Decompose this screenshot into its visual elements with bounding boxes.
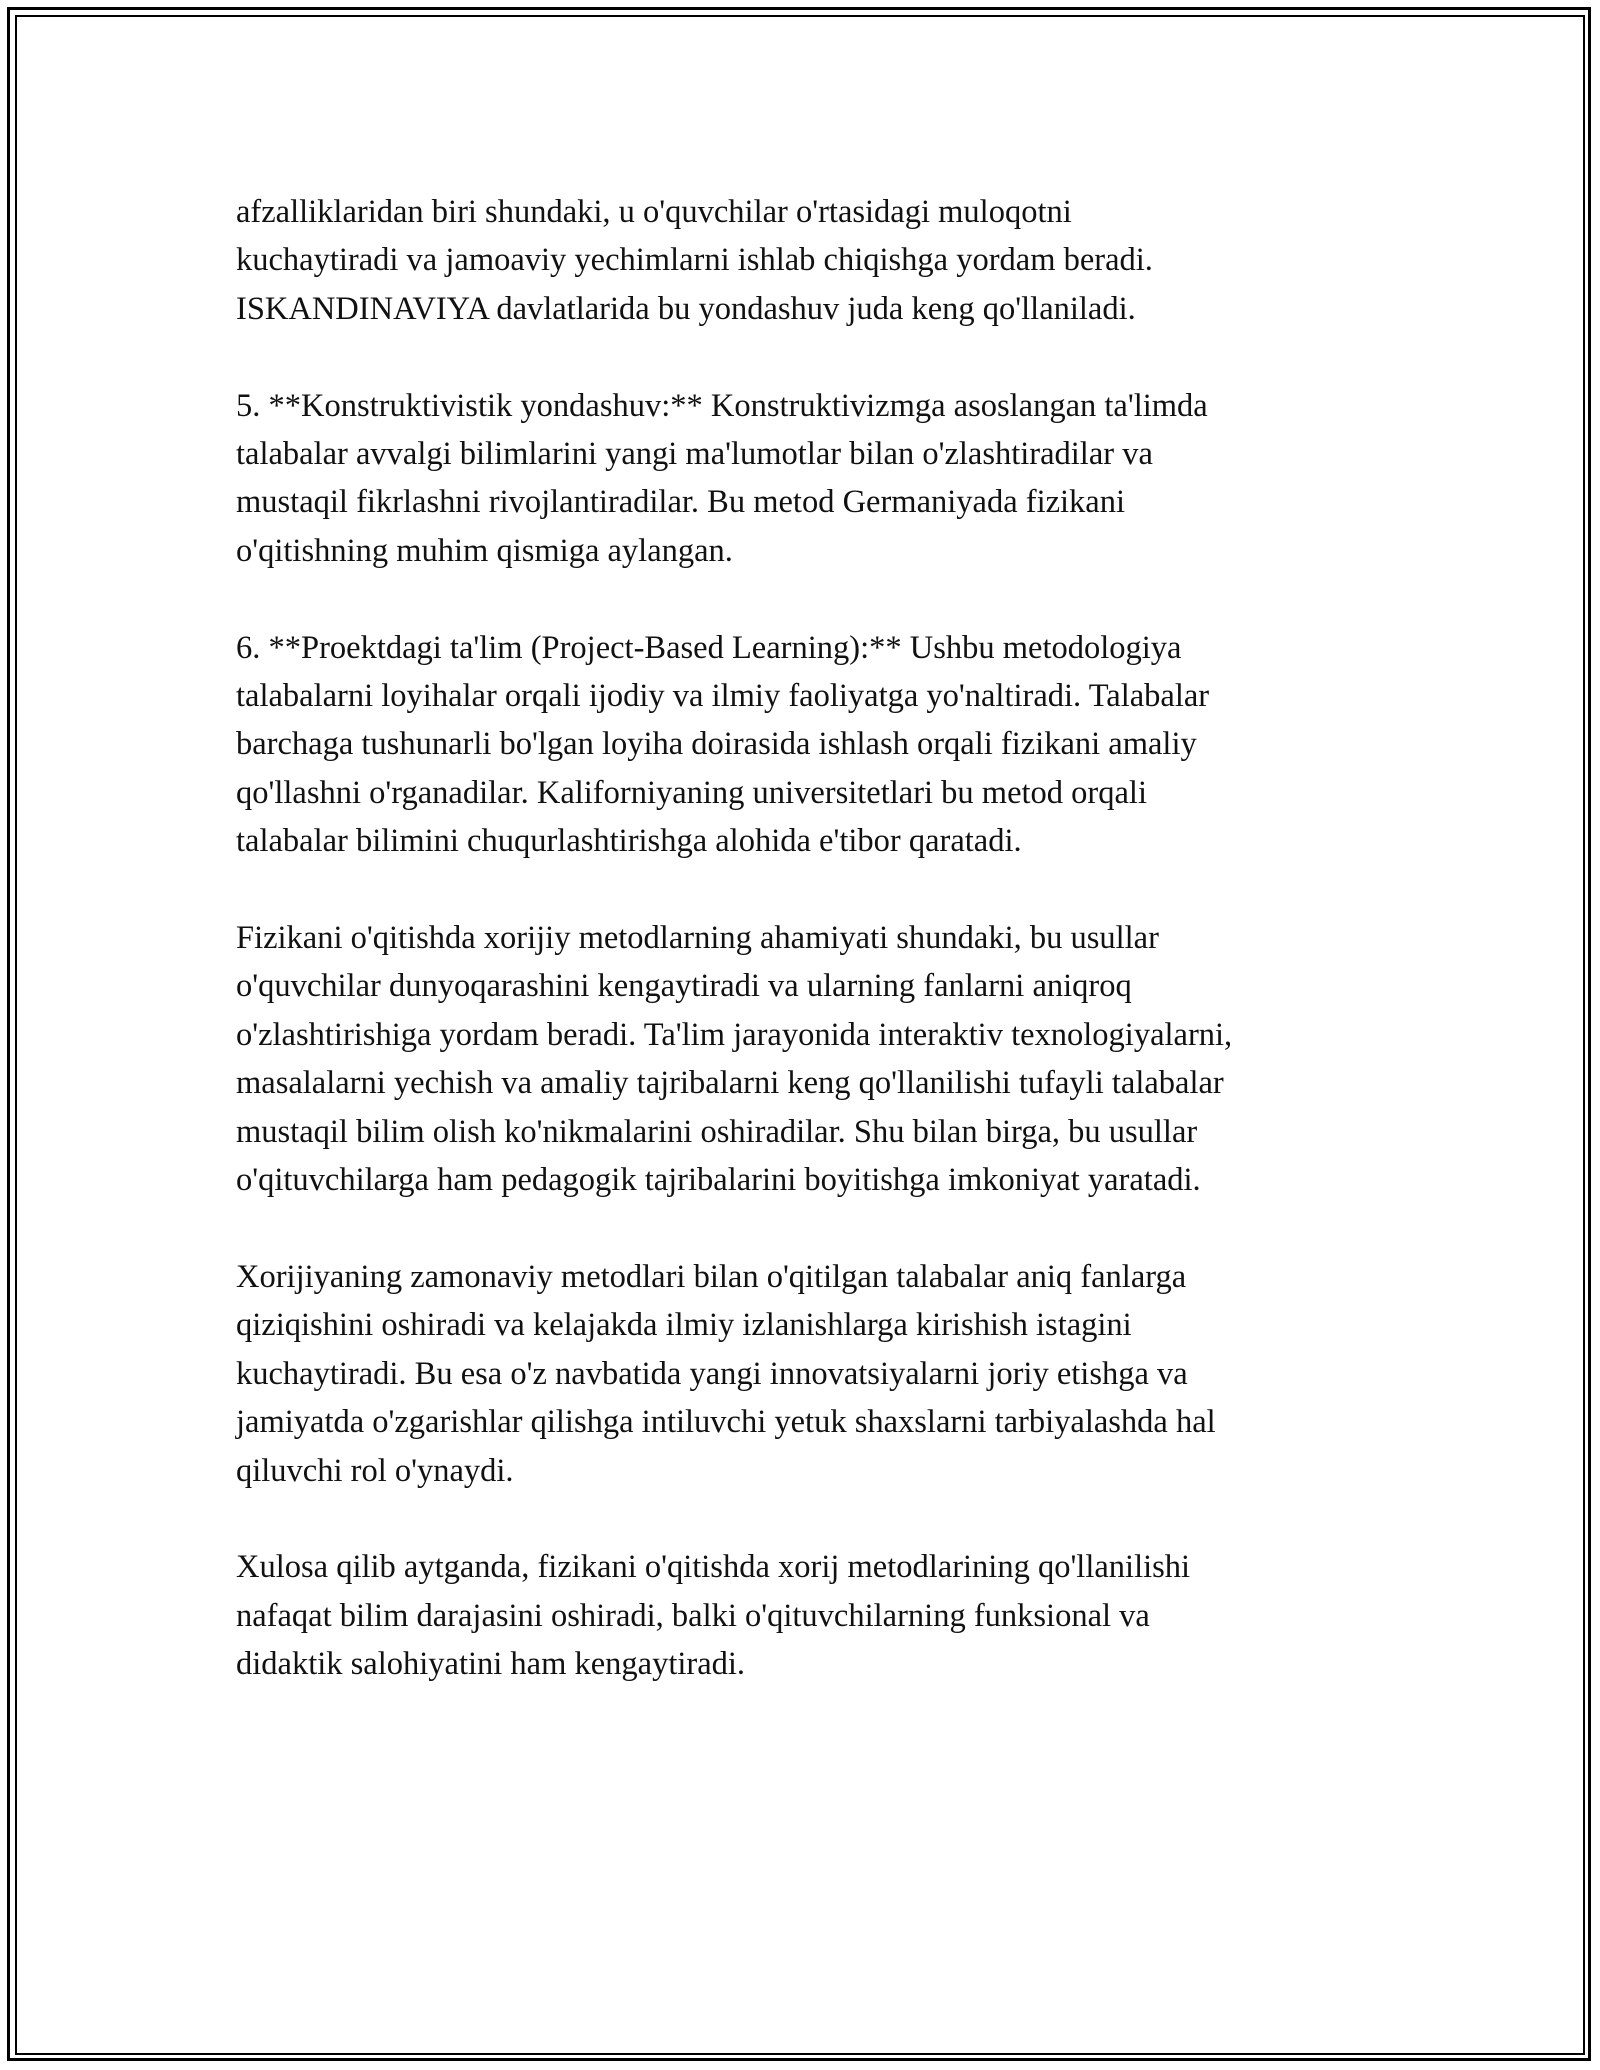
paragraph-modern-methods: Xorijiyaning zamonaviy metodlari bilan o'qitilgan talabalar aniq fanlarga qiziqishini oshiradi va kelajakda ilmiy izlanishlarga kirishish istagini kuchaytiradi. Bu esa o'z navbatida yangi innovatsiyalarni joriy etishga va jamiyatda o'zgarishlar qilishga intiluvchi yetuk shaxslarni tarbiyalashda hal qiluvchi rol o'ynaydi. xyxy=(236,1258,1216,1489)
paragraph-importance-of-methods: Fizikani o'qitishda xorijiy metodlarning ahamiyati shundaki, bu usullar o'quvchilar dunyoqarashini kengaytiradi va ularning fanlarni aniqroq o'zlashtirishiga yordam beradi. Ta'lim jarayonida interaktiv texnologiyalarni, masalalarni yechish va amaliy tajribalarni keng qo'llanilishi tufayli talabalar mustaqil bilim olish ko'nikmalarini oshiradilar. Shu bilan birga, bu usullar o'qituvchilarga ham pedagogik tajribalarini boyitishga imkoniyat yaratadi. xyxy=(236,920,1233,1199)
paragraph-conclusion: Xulosa qilib aytganda, fizikani o'qitishda xorij metodlarining qo'llanilishi nafaqat bilim darajasini oshiradi, balki o'qituvchilarning funksional va didaktik salohiyatini ham kengaytiradi. xyxy=(236,1549,1191,1683)
paragraph-constructivist-approach: 5. **Konstruktivistik yondashuv:** Konstruktivizmga asoslangan ta'limda talabalar avvalgi bilimlarini yangi ma'lumotlar bilan o'zlashtiradilar va mustaqil fikrlashni rivojlantiradilar. Bu metod Germaniyada fizikani o'qitishning muhim qismiga aylangan. xyxy=(236,387,1208,569)
document-body xyxy=(236,188,1386,1737)
paragraph-project-based-learning: 6. **Proektdagi ta'lim (Project-Based Learning):** Ushbu metodologiya talabalarni loyihalar orqali ijodiy va ilmiy faoliyatga yo'naltiradi. Talabalar barchaga tushunarli bo'lgan loyiha doirasida ishlash orqali fizikani amaliy qo'llashni o'rganadilar. Kaliforniyaning universitetlari bu metod orqali talabalar bilimini chuqurlashtirishga alohida e'tibor qaratadi. xyxy=(236,629,1210,860)
paragraph-advantages: afzalliklaridan biri shundaki, u o'quvchilar o'rtasidagi muloqotni kuchaytiradi va jamoaviy yechimlarni ishlab chiqishga yordam beradi. ISKANDINAVIYA davlatlarida bu yondashuv juda keng qo'llaniladi. xyxy=(236,194,1153,327)
